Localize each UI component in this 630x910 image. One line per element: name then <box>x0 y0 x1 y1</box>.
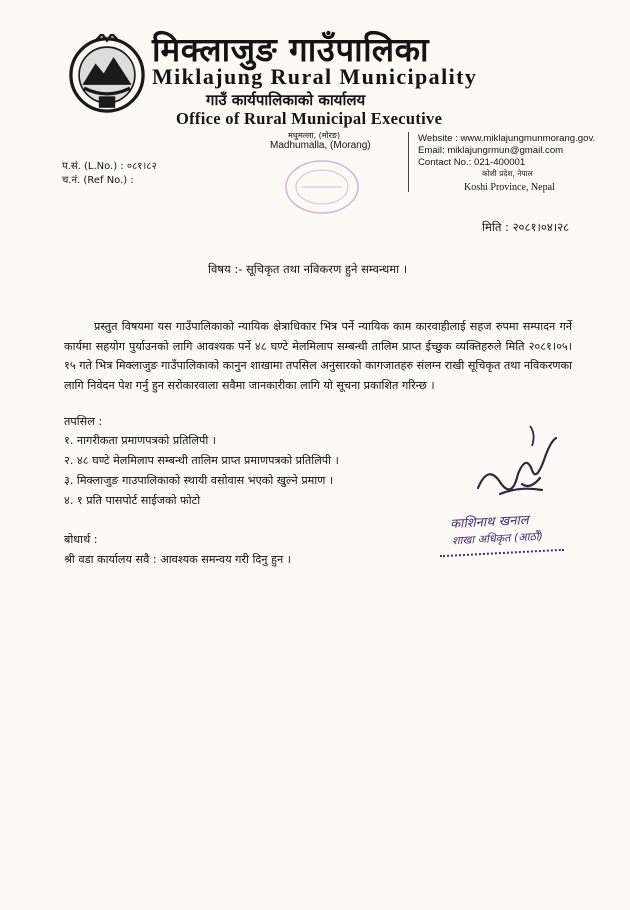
office-stamp-icon <box>282 158 362 216</box>
office-name-english: Office of Rural Municipal Executive <box>176 109 443 128</box>
document-list <box>64 431 339 511</box>
address-english: Madhumalla, (Morang) <box>270 140 371 151</box>
office-name-nepali: गाउँ कार्यपालिकाको कार्यालय <box>206 91 366 109</box>
signature-icon <box>470 424 570 504</box>
header-divider <box>408 132 409 192</box>
notice-body: प्रस्तुत विषयमा यस गाउँपालिकाको न्यायिक क्षेत्राधिकार भित्र पर्ने न्यायिक काम कारवाहीलाई सहज रुपमा सम्पादन गर्ने कार्यमा सहयोग पुर्याउनको लागि आवश्यक पर्ने ४८ घण्टे मेलमिलाप सम्बन्धी तालिम प्राप्त ईच्छुक व्यक्तिहरुले मिति २०८१।०५।१५ गते भित्र मिक्लाजुङ गाउँपालिकाको कानुन शाखामा तपसिल अनुसारको कागजातहरु संलग्न राखी सूचिकृत तथा नविकरणका लागि निवेदन पेश गर्नु हुन सरोकारवाला सवैमा जानकारीका लागि यो सूचना प्रकाशित गरिन्छ । <box>64 320 572 392</box>
ref-number: च.नं. (Ref No.) : <box>62 175 134 186</box>
contact-block <box>418 133 595 169</box>
letter-number: प.सं. (L.No.) : ०८१।८२ <box>62 161 157 172</box>
contact-number-text: Contact No.: 021-400001 <box>418 157 526 168</box>
municipality-name-english: Miklajung Rural Municipality <box>152 64 478 89</box>
email-text: Email: miklajungrmun@gmail.com <box>418 145 564 156</box>
stamp-underline <box>440 549 564 560</box>
list-item: ४. १ प्रति पासपोर्ट साईजको फोटो <box>64 494 201 507</box>
municipality-name-nepali: मिक्लाजुङ गाउँपालिका <box>152 30 429 69</box>
reference-block <box>62 160 157 188</box>
list-item: २. ४८ घण्टे मेलमिलाप सम्बन्धी तालिम प्राप्त प्रमाणपत्रको प्रतिलिपी । <box>64 454 339 467</box>
website-text: Website : www.miklajungmunmorang.gov. <box>418 133 596 144</box>
list-item: ३. मिक्लाजुङ गाउपालिकाको स्थायी वसोवास भएको खुल्ने प्रमाण । <box>64 474 334 487</box>
letter-date: मिति : २०८१।०४।२८ <box>482 220 570 234</box>
signatory-name: काशिनाथ खनाल <box>449 512 530 533</box>
bodhartha-label: बोधार्थ : <box>64 533 98 546</box>
address-nepali: मधुमल्ला, (मोरङ) <box>288 131 341 140</box>
tapasil-label: तपसिल : <box>64 415 103 428</box>
province-english: Koshi Province, Nepal <box>464 182 555 193</box>
province-nepali: कोशी प्रदेश, नेपाल <box>482 169 533 178</box>
cc-line: श्री वडा कार्यालय सवै : आवश्यक समन्वय गरी दिनु हुन । <box>64 553 291 566</box>
list-item: १. नागरीकता प्रमाणपत्रको प्रतिलिपी । <box>64 434 217 447</box>
signatory-title: शाखा अधिकृत (आठौं) <box>451 529 544 548</box>
municipality-emblem-icon <box>66 34 148 116</box>
subject-line: विषय :- सूचिकृत तथा नविकरण हुने सम्वन्धमा । <box>208 262 408 276</box>
